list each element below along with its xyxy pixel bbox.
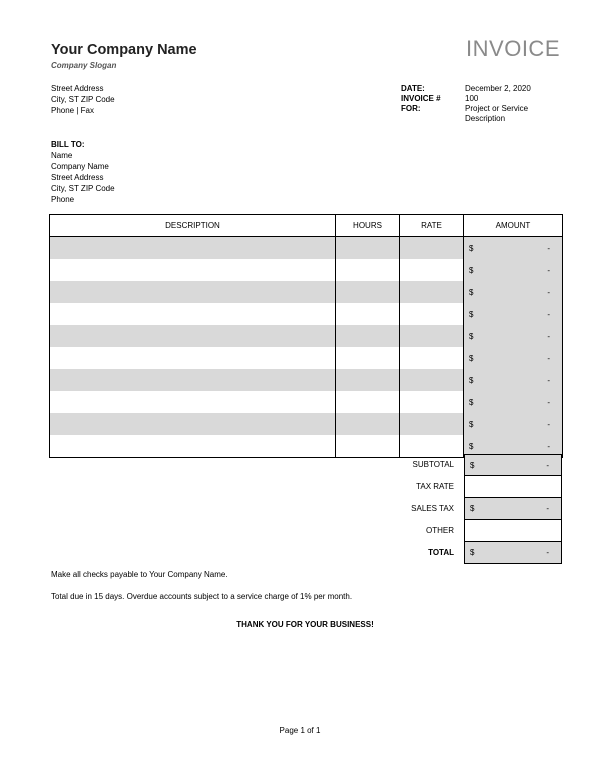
total-row [380,542,562,564]
cell-description[interactable] [50,325,336,347]
subtotal-label: SUBTOTAL [412,460,454,469]
currency-symbol: $ [469,441,474,451]
amount-value: - [547,331,550,341]
for-label: FOR: [401,104,421,113]
cell-amount [464,391,563,413]
currency-symbol: $ [469,375,474,385]
cell-amount [464,369,563,391]
amount-value: - [547,375,550,385]
amount-value: - [547,265,550,275]
header-hours: HOURS [336,215,400,237]
currency-symbol: $ [469,419,474,429]
table-row [50,303,563,325]
other-input[interactable] [464,520,562,542]
total-value-cell [464,542,562,564]
amount-value: - [547,397,550,407]
currency-symbol: $ [469,309,474,319]
line-items-table [49,214,563,458]
cell-hours[interactable] [336,237,400,260]
terms-note: Total due in 15 days. Overdue accounts subject to a service charge of 1% per month. [51,592,353,601]
currency-symbol: $ [469,243,474,253]
cell-rate[interactable] [400,391,464,413]
date-label: DATE: [401,84,425,93]
cell-hours[interactable] [336,303,400,325]
currency-symbol: $ [469,265,474,275]
amount-value: - [547,243,550,253]
company-slogan: Company Slogan [51,61,117,70]
table-row [50,281,563,303]
amount-value: - [547,309,550,319]
table-row [50,325,563,347]
cell-rate[interactable] [400,325,464,347]
currency-symbol: $ [470,461,475,470]
cell-rate[interactable] [400,237,464,260]
table-row [50,347,563,369]
cell-description[interactable] [50,391,336,413]
table-row [50,237,563,260]
subtotal-row [380,454,562,476]
cell-description[interactable] [50,303,336,325]
other-label: OTHER [426,526,454,535]
currency-symbol: $ [469,353,474,363]
for-value-line2: Description [465,114,506,123]
subtotal-value: - [546,461,549,470]
bill-to-company: Company Name [51,162,109,171]
cell-description[interactable] [50,259,336,281]
cell-hours[interactable] [336,325,400,347]
invoice-meta [401,84,565,124]
invoice-number-value: 100 [465,94,479,103]
cell-hours[interactable] [336,281,400,303]
cell-amount [464,413,563,435]
cell-rate[interactable] [400,347,464,369]
cell-rate[interactable] [400,369,464,391]
sales-tax-label: SALES TAX [411,504,454,513]
currency-symbol: $ [470,504,475,513]
bill-to-block [51,139,115,205]
table-row [50,369,563,391]
for-value [465,104,565,124]
cell-amount [464,347,563,369]
page-number: Page 1 of 1 [279,726,321,735]
header-amount: AMOUNT [464,215,563,237]
cell-hours[interactable] [336,369,400,391]
currency-symbol: $ [470,548,475,557]
currency-symbol: $ [469,287,474,297]
cell-amount [464,259,563,281]
bill-to-name: Name [51,151,73,160]
currency-symbol: $ [469,397,474,407]
bill-to-city: City, ST ZIP Code [51,184,115,193]
totals-block [380,454,562,564]
cell-rate[interactable] [400,303,464,325]
bill-to-street: Street Address [51,173,104,182]
company-name: Your Company Name [51,42,197,58]
total-label: TOTAL [428,548,454,557]
thank-you-note: THANK YOU FOR YOUR BUSINESS! [236,620,374,629]
other-row [380,520,562,542]
cell-amount [464,281,563,303]
sales-tax-row [380,498,562,520]
company-phone: Phone | Fax [51,106,94,115]
table-row [50,413,563,435]
bill-to-label: BILL TO: [51,140,85,149]
cell-amount [464,237,563,260]
amount-value: - [547,441,550,451]
company-city: City, ST ZIP Code [51,95,115,104]
cell-hours[interactable] [336,413,400,435]
cell-description[interactable] [50,281,336,303]
header-description: DESCRIPTION [50,215,336,237]
amount-value: - [547,287,550,297]
invoice-number-label: INVOICE # [401,94,441,103]
currency-symbol: $ [469,331,474,341]
table-row [50,259,563,281]
cell-hours[interactable] [336,259,400,281]
tax-rate-input[interactable] [464,476,562,498]
cell-amount [464,303,563,325]
total-value: - [546,548,549,557]
cell-rate[interactable] [400,413,464,435]
tax-rate-row [380,476,562,498]
for-value-line1: Project or Service [465,104,529,113]
tax-rate-label: TAX RATE [416,482,454,491]
cell-description[interactable] [50,435,336,458]
cell-amount [464,325,563,347]
header-rate: RATE [400,215,464,237]
cell-rate[interactable] [400,281,464,303]
amount-value: - [547,353,550,363]
table-row [50,391,563,413]
cell-description[interactable] [50,413,336,435]
sales-tax-value: - [546,504,549,513]
cell-description[interactable] [50,369,336,391]
invoice-title: INVOICE [466,36,560,61]
cell-hours[interactable] [336,347,400,369]
company-address [51,83,115,116]
cell-hours[interactable] [336,391,400,413]
subtotal-value-cell [464,454,562,476]
date-value: December 2, 2020 [465,84,531,93]
cell-description[interactable] [50,347,336,369]
checks-note: Make all checks payable to Your Company Name. [51,570,228,579]
sales-tax-value-cell [464,498,562,520]
company-street: Street Address [51,84,104,93]
cell-rate[interactable] [400,259,464,281]
amount-value: - [547,419,550,429]
cell-description[interactable] [50,237,336,260]
bill-to-phone: Phone [51,195,75,204]
table-header-row [50,215,563,237]
